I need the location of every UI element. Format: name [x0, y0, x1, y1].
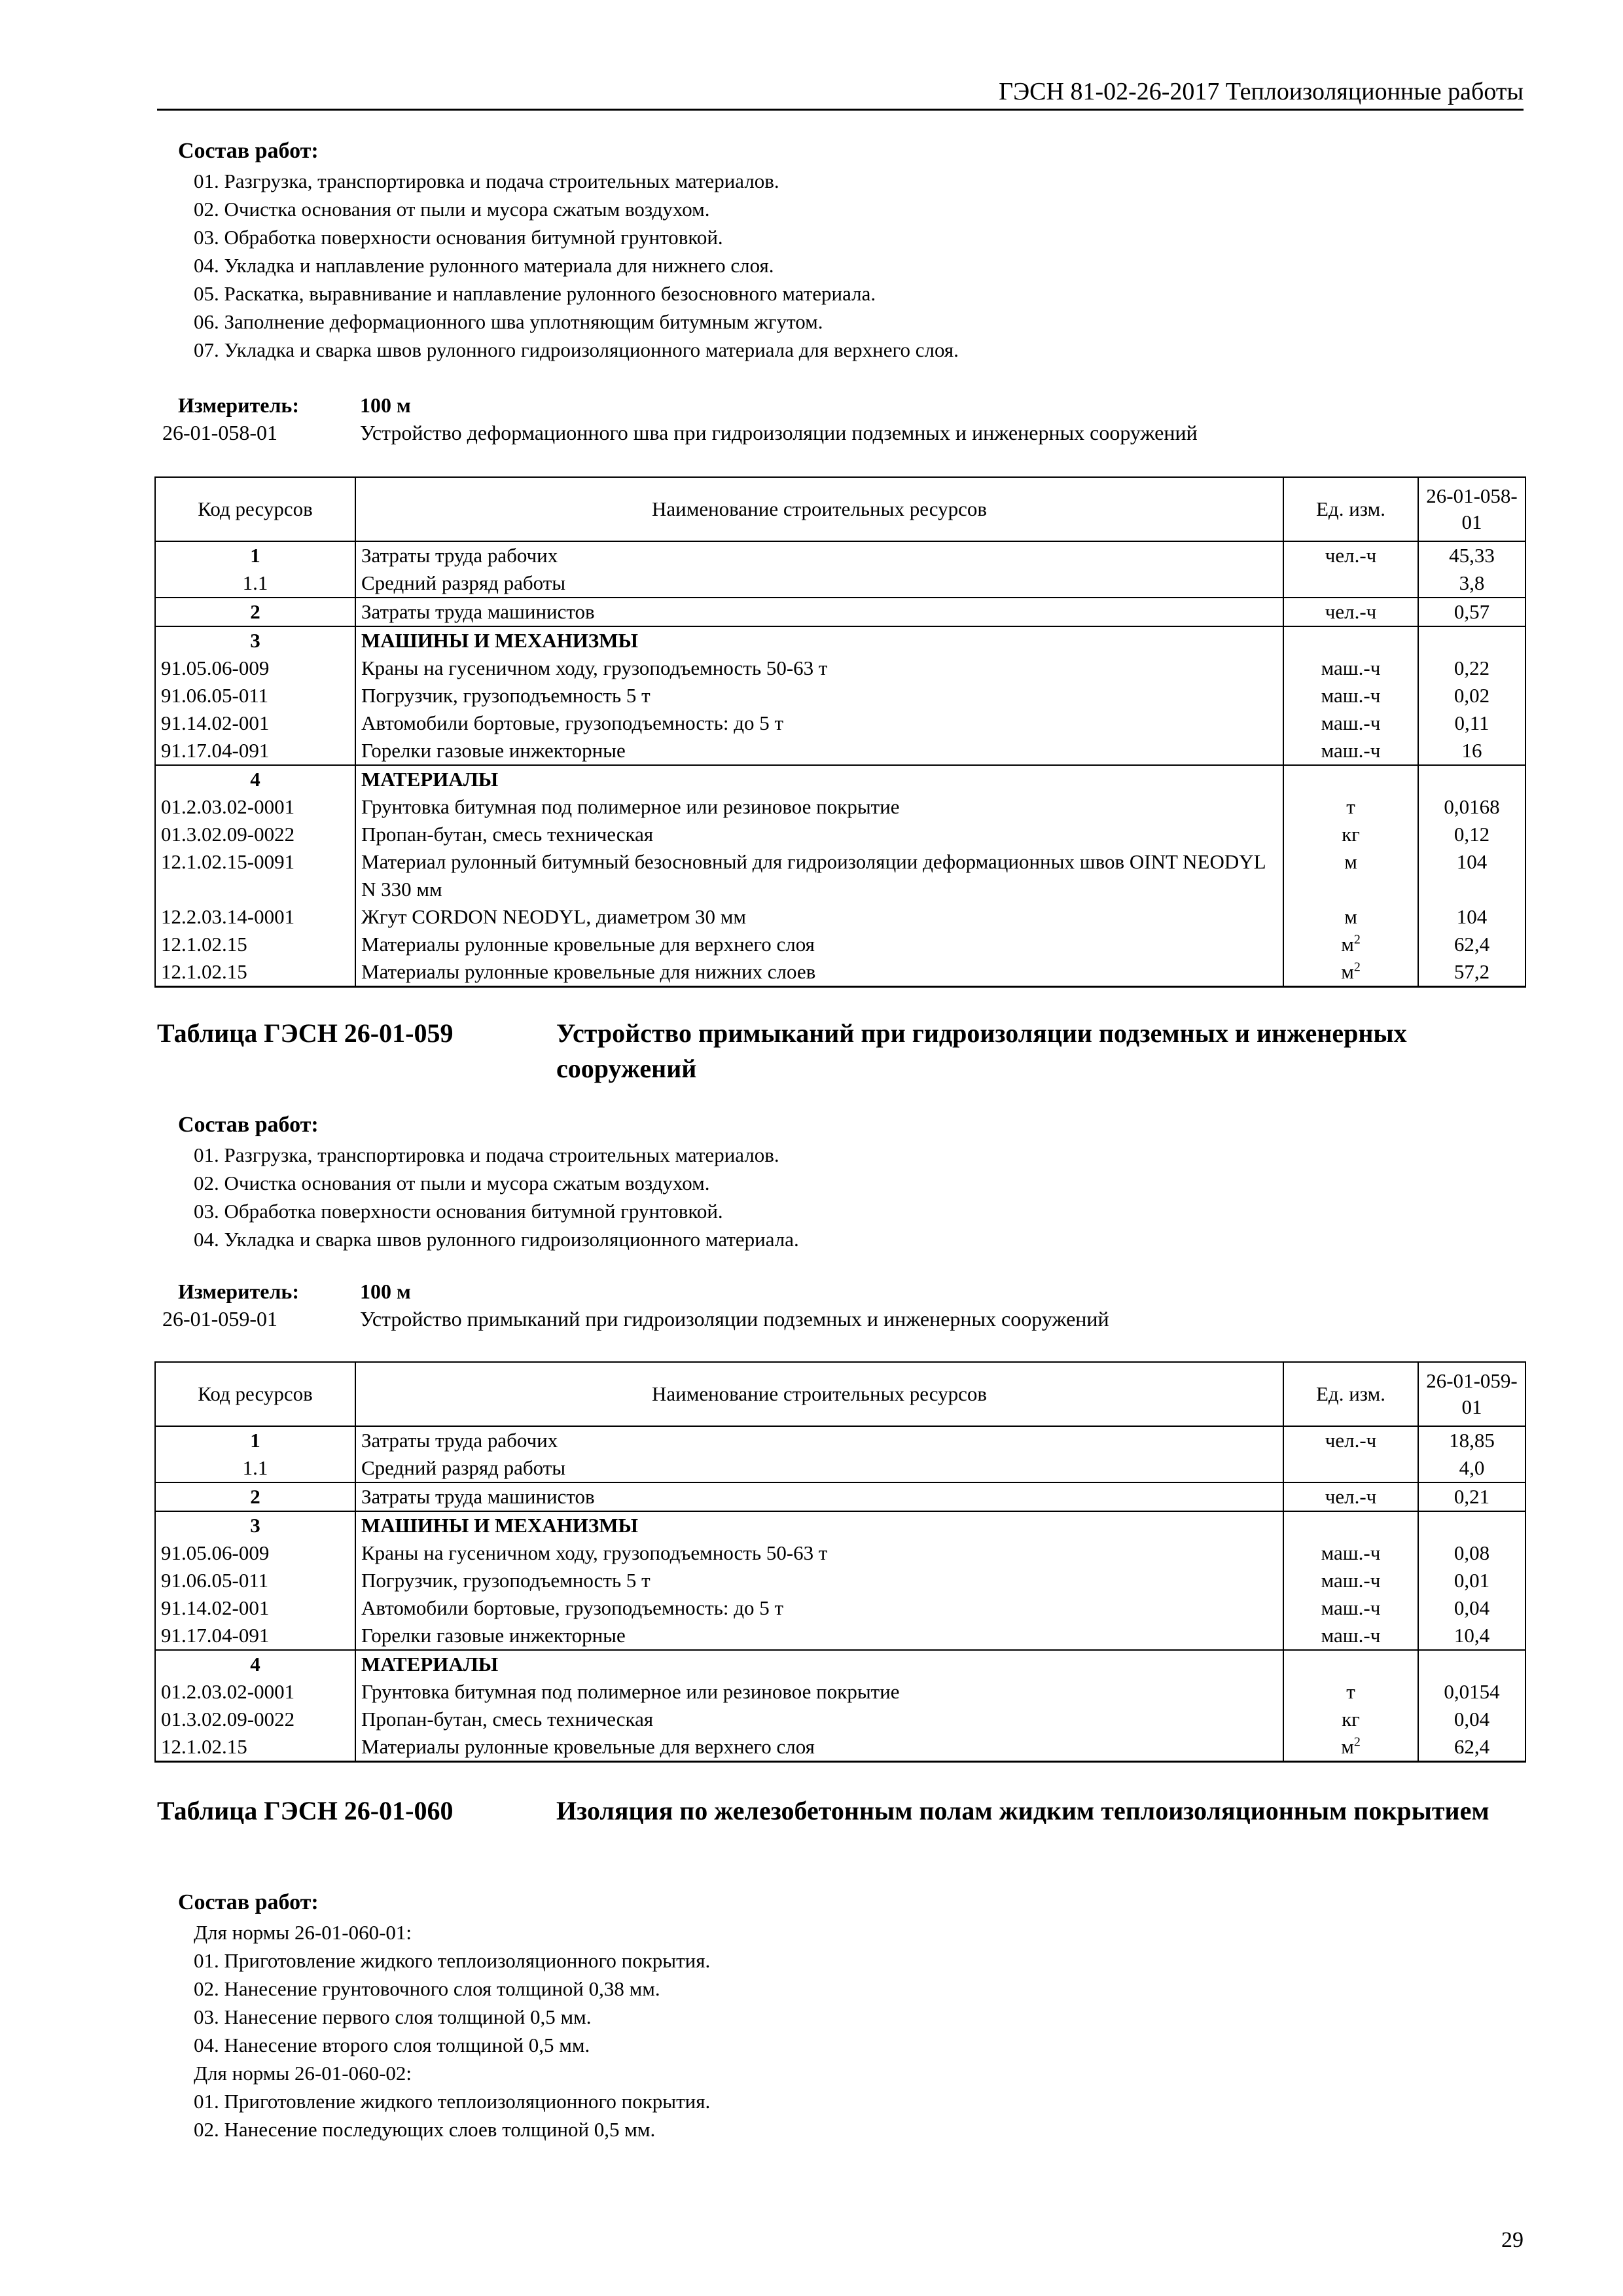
table-name: Устройство примыканий при гидроизоляции подземных и инженерных сооружений [556, 1018, 1407, 1083]
col-header-name: Наименование строительных ресурсов [355, 1362, 1283, 1426]
work-item: 02. Нанесение грунтовочного слоя толщиной 0,38 мм. [194, 1977, 660, 2000]
page-number: 29 [1501, 2228, 1524, 2252]
work-item: 07. Укладка и сварка швов рулонного гидроизоляционного материала для верхнего слоя. [194, 338, 959, 361]
table-row: 91.05.06-009 Краны на гусеничном ходу, грузоподъемность 50-63 т маш.-ч 0,22 [155, 655, 1525, 682]
table-row: 12.1.02.15 Материалы рулонные кровельные для верхнего слоя $м^2$ 62,4 [155, 1733, 1525, 1762]
table-row: 91.17.04-091 Горелки газовые инжекторные маш.-ч 10,4 [155, 1622, 1525, 1650]
work-item: 01. Приготовление жидкого теплоизоляционного покрытия. [194, 1949, 711, 1972]
works-list-059 [194, 1141, 799, 1253]
resources-table-058 [154, 476, 1526, 988]
work-item: 03. Обработка поверхности основания битумной грунтовкой. [194, 226, 723, 249]
table-row: 3 МАШИНЫ И МЕХАНИЗМЫ [155, 626, 1525, 655]
work-item: 04. Укладка и наплавление рулонного материала для нижнего слоя. [194, 254, 774, 277]
table-row: 91.05.06-009 Краны на гусеничном ходу, грузоподъемность 50-63 т маш.-ч 0,08 [155, 1539, 1525, 1567]
resources-table-059 [154, 1361, 1526, 1763]
work-item: 01. Разгрузка, транспортировка и подача строительных материалов. [194, 1143, 779, 1166]
col-header-norm: 26-01-058-01 [1418, 477, 1525, 541]
table-row: 4 МАТЕРИАЛЫ [155, 765, 1525, 793]
meter-label: Измеритель: [178, 393, 299, 417]
meter-row-059 [162, 1278, 411, 1305]
table-row: 01.2.03.02-0001 Грунтовка битумная под полимерное или резиновое покрытие т 0,0154 [155, 1678, 1525, 1706]
table-row: 1.1 Средний разряд работы 4,0 [155, 1454, 1525, 1482]
meter-value: 100 м [360, 393, 411, 417]
work-item: 01. Приготовление жидкого теплоизоляционного покрытия. [194, 2090, 711, 2113]
works-list-060 [194, 1918, 710, 2144]
table-row: 12.1.02.15 Материалы рулонные кровельные для нижних слоев $м^2$ 57,2 [155, 958, 1525, 987]
table-row: 91.06.05-011 Погрузчик, грузоподъемность 5 т маш.-ч 0,02 [155, 682, 1525, 709]
works-title-058: Состав работ: [178, 139, 319, 163]
work-item: Для нормы 26-01-060-02: [194, 2062, 412, 2085]
work-item: 02. Очистка основания от пыли и мусора сжатым воздухом. [194, 198, 710, 221]
table-row: 01.3.02.09-0022 Пропан-бутан, смесь техническая кг 0,04 [155, 1706, 1525, 1733]
table-row: 12.1.02.15 Материалы рулонные кровельные для верхнего слоя $м^2$ 62,4 [155, 931, 1525, 958]
table-row: 1 Затраты труда рабочих чел.-ч 18,85 [155, 1426, 1525, 1454]
table-row: 1.1 Средний разряд работы 3,8 [155, 569, 1525, 598]
table-row: 2 Затраты труда машинистов чел.-ч 0,57 [155, 598, 1525, 626]
table-row: 01.2.03.02-0001 Грунтовка битумная под полимерное или резиновое покрытие т 0,0168 [155, 793, 1525, 821]
norm-row-058 [162, 419, 1198, 446]
table-row: 91.17.04-091 Горелки газовые инжекторные маш.-ч 16 [155, 737, 1525, 765]
table-row: 91.14.02-001 Автомобили бортовые, грузоподъемность: до 5 т маш.-ч 0,11 [155, 709, 1525, 737]
header-title: ГЭСН 81-02-26-2017 Теплоизоляционные работы [999, 78, 1524, 105]
norm-name: Устройство примыканий при гидроизоляции подземных и инженерных сооружений [360, 1307, 1109, 1331]
table-row: 91.14.02-001 Автомобили бортовые, грузоподъемность: до 5 т маш.-ч 0,04 [155, 1594, 1525, 1622]
work-item: Для нормы 26-01-060-01: [194, 1921, 412, 1944]
table-row: 1 Затраты труда рабочих чел.-ч 45,33 [155, 541, 1525, 569]
meter-row-058 [162, 391, 411, 419]
norm-name: Устройство деформационного шва при гидроизоляции подземных и инженерных сооружений [360, 421, 1198, 444]
col-header-norm: 26-01-059-01 [1418, 1362, 1525, 1426]
work-item: 04. Укладка и сварка швов рулонного гидроизоляционного материала. [194, 1228, 799, 1251]
page-header [157, 71, 1524, 111]
work-item: 02. Нанесение последующих слоев толщиной 0,5 мм. [194, 2118, 656, 2141]
work-item: 06. Заполнение деформационного шва уплотняющим битумным жгутом. [194, 310, 823, 333]
table-row: 4 МАТЕРИАЛЫ [155, 1650, 1525, 1678]
norm-code: 26-01-058-01 [162, 421, 277, 444]
meter-value: 100 м [360, 1280, 411, 1303]
norm-code: 26-01-059-01 [162, 1307, 277, 1331]
table-number: Таблица ГЭСН 26-01-059 [157, 1018, 454, 1048]
table-row: 12.1.02.15-0091 Материал рулонный битумный безосновный для гидроизоляции деформационных швов OINT NEODYL N 330 мм м 104 [155, 848, 1525, 903]
table-row: 3 МАШИНЫ И МЕХАНИЗМЫ [155, 1511, 1525, 1539]
col-header-unit: Ед. изм. [1283, 1362, 1418, 1426]
works-title-059: Состав работ: [178, 1113, 319, 1137]
work-item: 02. Очистка основания от пыли и мусора сжатым воздухом. [194, 1172, 710, 1194]
work-item: 05. Раскатка, выравнивание и наплавление рулонного безосновного материала. [194, 282, 876, 305]
table-row: 2 Затраты труда машинистов чел.-ч 0,21 [155, 1482, 1525, 1511]
works-title-060: Состав работ: [178, 1890, 319, 1914]
table-caption-060 [157, 1793, 1524, 1829]
col-header-code: Код ресурсов [155, 1362, 355, 1426]
table-row: 91.06.05-011 Погрузчик, грузоподъемность 5 т маш.-ч 0,01 [155, 1567, 1525, 1594]
col-header-name: Наименование строительных ресурсов [355, 477, 1283, 541]
works-list-058 [194, 167, 959, 364]
col-header-code: Код ресурсов [155, 477, 355, 541]
table-number: Таблица ГЭСН 26-01-060 [157, 1796, 454, 1825]
table-row: 12.2.03.14-0001 Жгут CORDON NEODYL, диаметром 30 мм м 104 [155, 903, 1525, 931]
norm-row-059 [162, 1305, 1109, 1333]
table-name: Изоляция по железобетонным полам жидким теплоизоляционным покрытием [556, 1796, 1489, 1825]
meter-label: Измеритель: [178, 1280, 299, 1303]
work-item: 01. Разгрузка, транспортировка и подача строительных материалов. [194, 170, 779, 192]
work-item: 03. Нанесение первого слоя толщиной 0,5 мм. [194, 2005, 592, 2028]
work-item: 03. Обработка поверхности основания битумной грунтовкой. [194, 1200, 723, 1223]
table-caption-059 [157, 1016, 1524, 1086]
table-row: 01.3.02.09-0022 Пропан-бутан, смесь техническая кг 0,12 [155, 821, 1525, 848]
work-item: 04. Нанесение второго слоя толщиной 0,5 мм. [194, 2034, 590, 2056]
col-header-unit: Ед. изм. [1283, 477, 1418, 541]
